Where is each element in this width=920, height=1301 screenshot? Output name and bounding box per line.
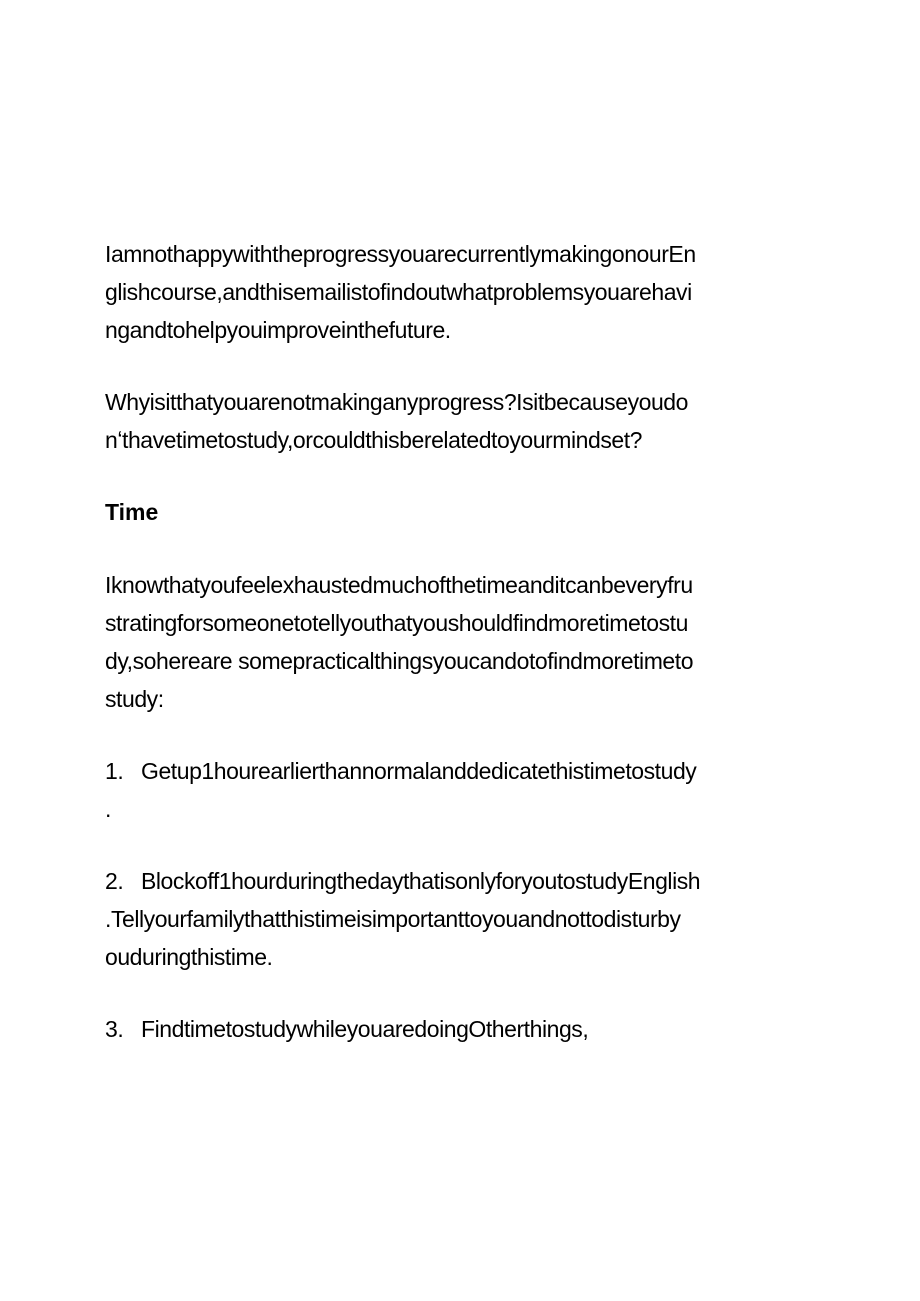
list-item-2: [105, 862, 815, 976]
list-item-number: 2.: [105, 868, 124, 894]
paragraph-line: nʻthavetimetostudy,orcouldthisberelatedtoyourmindset?: [105, 427, 642, 453]
paragraph-time: [105, 566, 815, 718]
paragraph-line: Iknowthatyoufeelexhaustedmuchofthetimeanditcanbeveryfru: [105, 572, 693, 598]
list-item-text: FindtimetostudywhileyouaredoingOtherthings,: [141, 1016, 589, 1042]
list-item-text: ouduringthistime.: [105, 944, 273, 970]
list-item-text: .: [105, 796, 111, 822]
list-item-text: Getup1hourearlierthannormalanddedicatethistimetostudy: [141, 758, 697, 784]
paragraph-line: Whyisitthatyouarenotmakinganyprogress?Isitbecauseyoudo: [105, 389, 688, 415]
paragraph-line: dy,sohereare somepracticalthingsyoucandotofindmoretimeto: [105, 648, 694, 674]
paragraph-line: glishcourse,andthisemailistofindoutwhatproblemsyouarehavi: [105, 279, 692, 305]
paragraph-question: [105, 383, 815, 459]
list-item-1: [105, 752, 815, 828]
paragraph-line: study:: [105, 686, 164, 712]
list-item-number: 3.: [105, 1016, 124, 1042]
list-item-number: 1.: [105, 758, 124, 784]
section-heading-time: Time: [105, 499, 159, 525]
paragraph-line: IamnothappywiththeprogressyouarecurrentlymakingonourEn: [105, 241, 696, 267]
list-item-text: Blockoff1hourduringthedaythatisonlyforyoutostudyEnglish: [141, 868, 701, 894]
list-item-text: .Tellyourfamilythatthistimeisimportanttoyouandnottodisturby: [105, 906, 681, 932]
paragraph-line: ngandtohelpyouimproveinthefuture.: [105, 317, 451, 343]
list-item-3: [105, 1010, 815, 1048]
paragraph-line: stratingforsomeonetotellyouthatyoushouldfindmoretimetostu: [105, 610, 688, 636]
paragraph-intro: [105, 235, 815, 349]
